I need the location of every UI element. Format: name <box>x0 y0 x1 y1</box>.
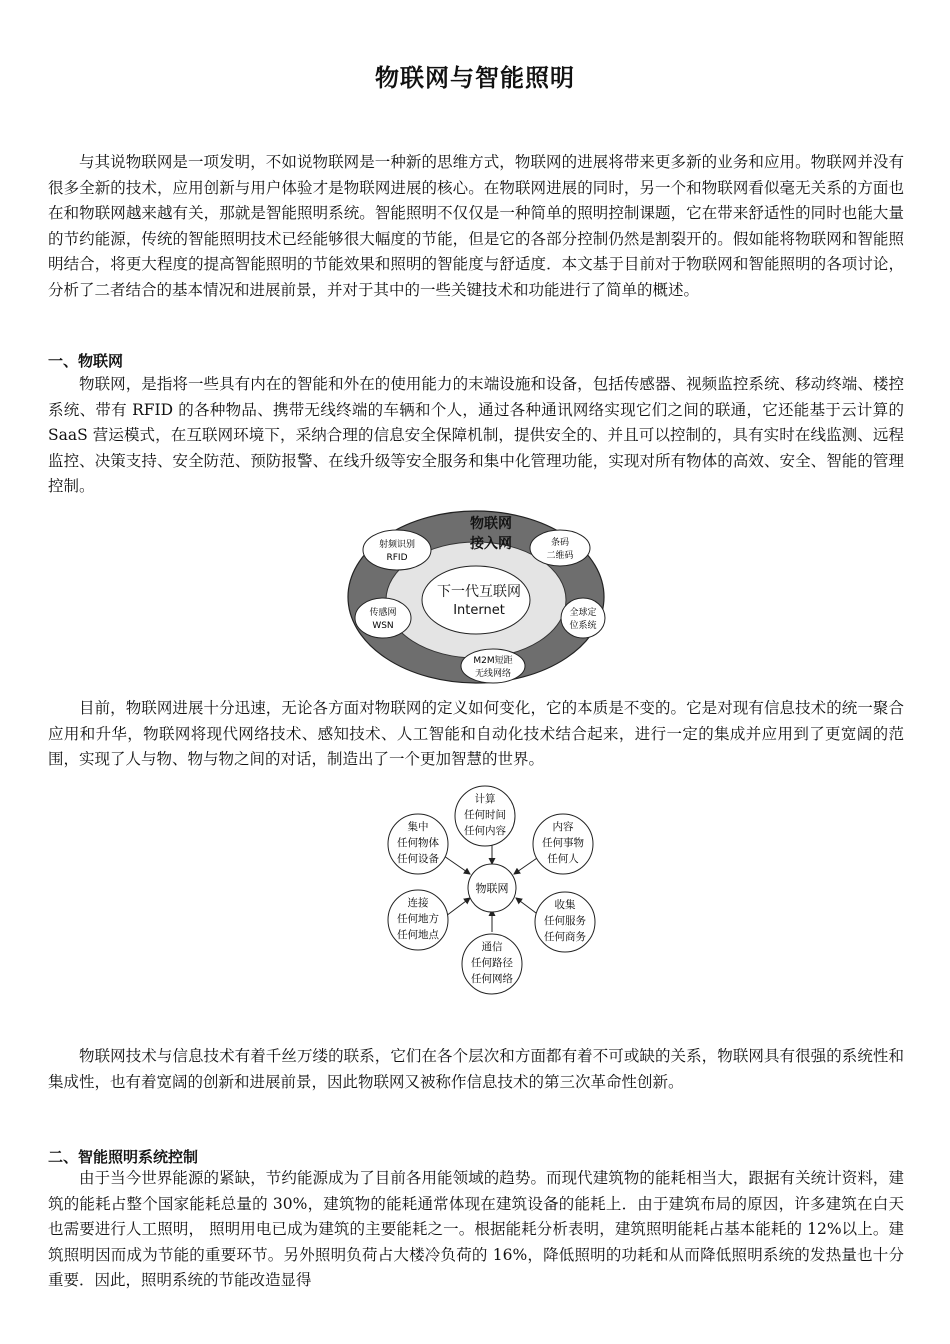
node-sensor-line2: WSN <box>372 621 394 631</box>
page-title: 物联网与智能照明 <box>375 64 575 92</box>
node-gps-line1: 全球定 <box>569 608 597 618</box>
node-compute-line2: 任何时间 <box>464 809 506 821</box>
node-collect-line1: 收集 <box>554 899 576 911</box>
node-m2m-line1: M2M短距 <box>473 656 513 666</box>
center-label-1: 下一代互联网 <box>437 584 521 600</box>
node-compute-line3: 任何内容 <box>464 825 506 837</box>
section-heading-lighting: 二、智能照明系统控制 <box>48 1148 199 1166</box>
outer-label-1: 物联网 <box>470 516 512 532</box>
node-connect-line2: 任何地方 <box>397 913 439 925</box>
node-m2m <box>461 649 525 683</box>
node-compute-line1: 计算 <box>474 793 496 805</box>
node-focus <box>388 814 448 874</box>
node-comm-line3: 任何网络 <box>471 973 513 985</box>
node-focus-line1: 集中 <box>407 821 429 833</box>
center-label-2: Internet <box>453 603 505 618</box>
node-content <box>533 814 593 874</box>
iot-concept-radial-diagram <box>380 784 604 996</box>
node-connect-line3: 任何地点 <box>397 929 439 941</box>
lighting-intro-paragraph: 由于当今世界能源的紧缺，节约能源成为了目前各用能领域的趋势。而现代建筑物的能耗相当大，跟据有关统计资料，建筑的能耗占整个国家能耗总量的 30%，建筑物的能耗通常体现在建筑设备的能耗上．由于建筑布局的原因，许多建筑在白天也需要进行人工照明， 照明用电已成为建筑的主要能耗之一。根据能耗分析表明，建筑照明能耗占基本能耗的 12%以上。建筑照明因而成为节能的重要环节。另外照明负荷占大楼冷负荷的 16%，降低照明的功耗和从而降低照明系统的发热量也十分重要．因此，照明系统的节能改造显得 <box>48 1169 904 1289</box>
node-collect-line2: 任何服务 <box>544 915 586 927</box>
outer-label-2: 接入网 <box>470 536 512 552</box>
center-label: 物联网 <box>475 882 509 895</box>
section-heading-iot: 一、物联网 <box>48 352 124 370</box>
node-comm-line2: 任何路径 <box>471 957 513 969</box>
iot-nature-paragraph: 目前，物联网进展十分迅速，无论各方面对物联网的定义如何变化，它的本质是不变的。它是对现有信息技术的统一聚合应用和升华，物联网将现代网络技术、感知技术、人工智能和自动化技术结合起来，进行一定的集成并应用到了更宽阔的范围，实现了人与物、物与物之间的对话，制造出了一个更加智慧的世界。 <box>48 699 904 768</box>
node-collect-line3: 任何商务 <box>544 931 586 943</box>
intro-paragraph: 与其说物联网是一项发明，不如说物联网是一种新的思维方式，物联网的进展将带来更多新的业务和应用。物联网并没有很多全新的技术，应用创新与用户体验才是物联网进展的核心。在物联网进展的同时，另一个和物联网看似毫无关系的方面也在和物联网越来越有关，那就是智能照明系统。智能照明不仅仅是一种简单的照明控制课题，它在带来舒适性的同时也能大量的节约能源，传统的智能照明技术已经能够很大幅度的节能，但是它的各部分控制仍然是割裂开的。假如能将物联网和智能照明结合，将更大程度的提高智能照明的节能效果和照明的智能度与舒适度．本文基于目前对于物联网和智能照明的各项讨论，分析了二者结合的基本情况和进展前景，并对于其中的一些关键技术和功能进行了简单的概述。 <box>48 153 904 299</box>
node-m2m-line2: 无线网络 <box>474 669 512 679</box>
node-barcode-line1: 条码 <box>550 538 570 548</box>
node-focus-line2: 任何物体 <box>397 837 439 849</box>
node-collect <box>535 892 595 952</box>
node-content-line1: 内容 <box>552 821 574 833</box>
node-rfid-line2: RFID <box>386 553 408 563</box>
node-gps-line2: 位系统 <box>569 621 597 631</box>
node-content-line2: 任何事物 <box>542 837 584 849</box>
node-content-line3: 任何人 <box>547 853 579 865</box>
node-connect <box>388 890 448 950</box>
node-barcode <box>530 530 590 566</box>
inner-core <box>422 566 530 634</box>
node-gps <box>561 598 605 638</box>
node-sensor-network <box>355 598 411 638</box>
node-focus-line3: 任何设备 <box>397 853 439 865</box>
iot-access-network-diagram <box>345 508 607 686</box>
node-sensor-line1: 传感网 <box>369 608 397 618</box>
node-barcode-line2: 二维码 <box>546 551 574 561</box>
iot-relation-paragraph: 物联网技术与信息技术有着千丝万缕的联系，它们在各个层次和方面都有着不可或缺的关系，物联网具有很强的系统性和集成性，也有着宽阔的创新和进展前景，因此物联网又被称作信息技术的第三次革命性创新。 <box>48 1047 904 1091</box>
node-compute <box>455 786 515 846</box>
node-rfid-line1: 射频识别 <box>378 540 416 550</box>
node-comm-line1: 通信 <box>481 941 503 953</box>
iot-definition-paragraph: 物联网，是指将一些具有内在的智能和外在的使用能力的末端设施和设备，包括传感器、视频监控系统、移动终端、楼控系统、带有 RFID 的各种物品、携带无线终端的车辆和个人，通过各种通讯网络实现它们之间的联通，它还能基于云计算的 SaaS 营运模式，在互联网环境下，采纳合理的信息安全保障机制，提供安全的、并且可以控制的，具有实时在线监测、远程监控、决策支持、安全防范、预防报警、在线升级等安全服务和集中化管理功能，实现对所有物体的高效、安全、智能的管理控制。 <box>48 375 904 495</box>
node-connect-line1: 连接 <box>407 897 429 909</box>
node-rfid <box>363 530 431 570</box>
node-comm <box>462 934 522 994</box>
